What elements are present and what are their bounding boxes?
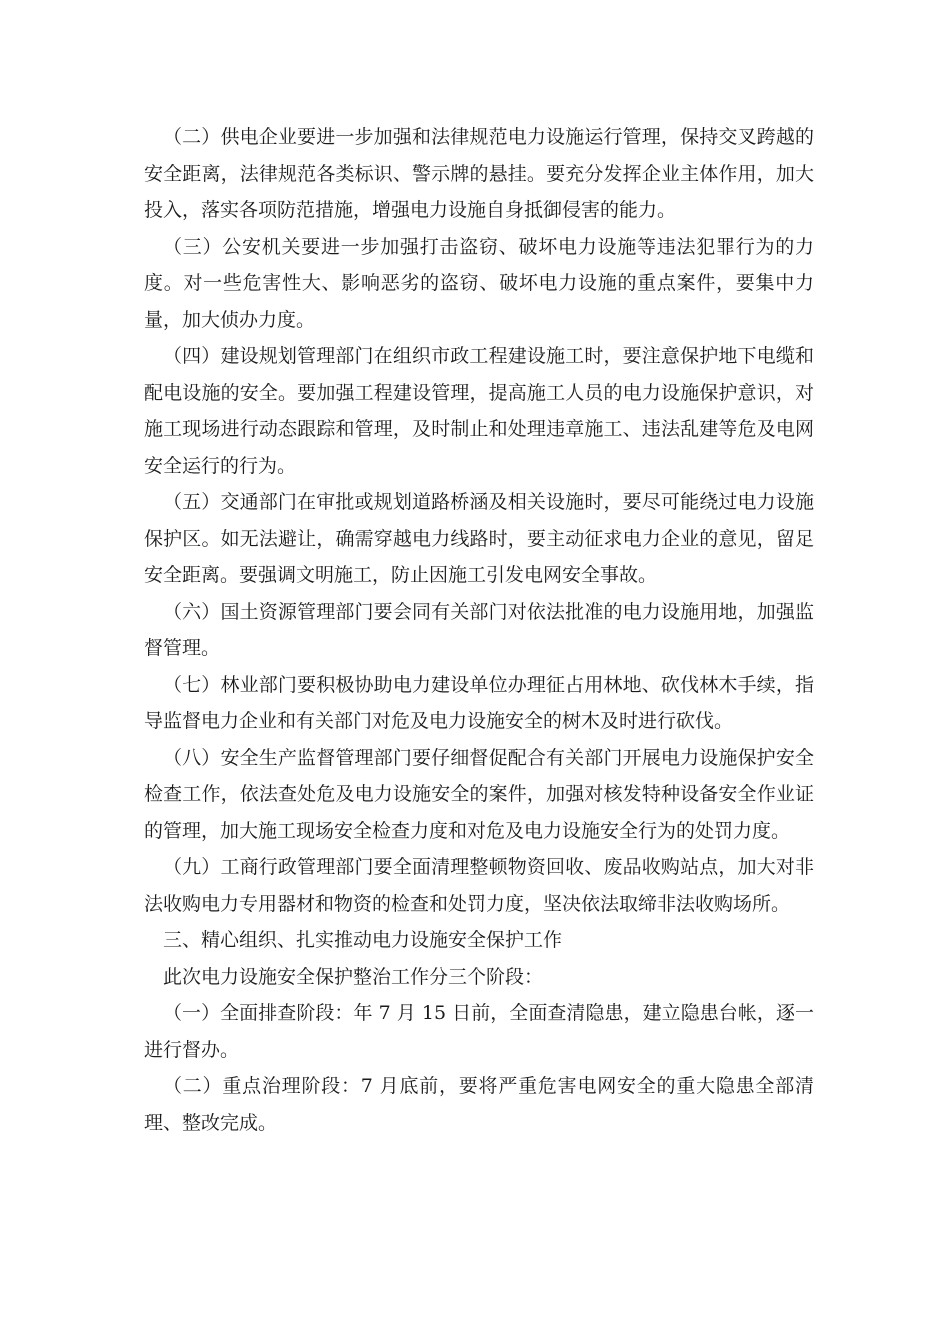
paragraph-stage-two: （二）重点治理阶段：7 月底前，要将严重危害电网安全的重大隐患全部清理、整改完成。 (144, 1075, 814, 1134)
paragraph-three-stages-intro: 此次电力设施安全保护整治工作分三个阶段： (163, 965, 544, 988)
paragraph-land-resources: （六）国土资源管理部门要会同有关部门对依法批准的电力设施用地，加强监督管理。 (144, 600, 814, 659)
paragraph-safety-supervision: （八）安全生产监督管理部门要仔细督促配合有关部门开展电力设施保护安全检查工作，依法查处危及电力设施安全的案件，加强对核发特种设备安全作业证的管理，加大施工现场安全检查力度和对危及电力设施安全行为的处罚力度。 (144, 746, 814, 842)
paragraph-construction-planning: （四）建设规划管理部门在组织市政工程建设施工时，要注意保护地下电缆和配电设施的安全。要加强工程建设管理，提高施工人员的电力设施保护意识，对施工现场进行动态跟踪和管理，及时制止和处理违章施工、违法乱建等危及电网安全运行的行为。 (144, 345, 814, 477)
paragraph-stage-one: （一）全面排查阶段：年 7 月 15 日前，全面查清隐患，建立隐患台帐，逐一进行督办。 (144, 1002, 814, 1061)
document-body (144, 119, 814, 1141)
paragraph-transportation: （五）交通部门在审批或规划道路桥涵及相关设施时，要尽可能绕过电力设施保护区。如无法避让，确需穿越电力线路时，要主动征求电力企业的意见，留足安全距离。要强调文明施工，防止因施工引发电网安全事故。 (144, 491, 814, 586)
paragraph-forestry: （七）林业部门要积极协助电力建设单位办理征占用林地、砍伐林木手续，指导监督电力企业和有关部门对危及电力设施安全的树木及时进行砍伐。 (144, 673, 814, 732)
paragraph-public-security: （三）公安机关要进一步加强打击盗窃、破坏电力设施等违法犯罪行为的力度。对一些危害性大、影响恶劣的盗窃、破坏电力设施的重点案件，要集中力量，加大侦办力度。 (144, 235, 814, 331)
paragraph-industry-commerce: （九）工商行政管理部门要全面清理整顿物资回收、废品收购站点，加大对非法收购电力专用器材和物资的检查和处罚力度，坚决依法取缔非法收购场所。 (144, 856, 814, 915)
section-heading-organization: 三、精心组织、扎实推动电力设施安全保护工作 (163, 929, 563, 951)
paragraph-power-supply: （二）供电企业要进一步加强和法律规范电力设施运行管理，保持交叉跨越的安全距离，法律规范各类标识、警示牌的悬挂。要充分发挥企业主体作用，加大投入，落实各项防范措施，增强电力设施自身抵御侵害的能力。 (144, 126, 814, 221)
